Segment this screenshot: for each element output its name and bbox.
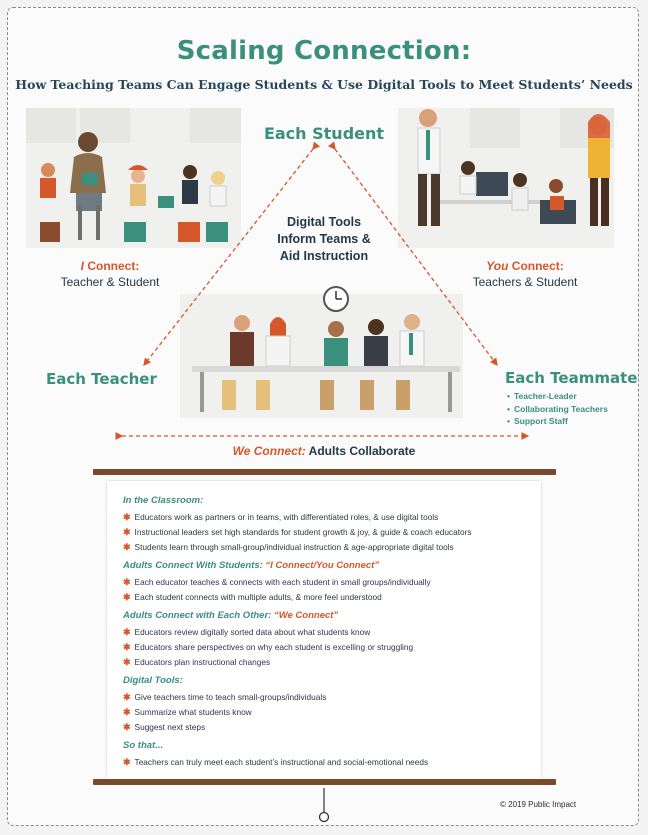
role-item: • Collaborating Teachers — [507, 403, 608, 416]
asterisk-icon: ✱ — [123, 527, 131, 537]
section-heading: So that... — [123, 740, 164, 751]
you-connect-label: You Connect: Teachers & Student — [472, 259, 578, 289]
asterisk-icon: ✱ — [123, 542, 131, 552]
digital-tools-center-label: Digital Tools Inform Teams & Aid Instruction — [277, 215, 371, 263]
list-item: ✱ Instructional leaders set high standards for student growth & joy, & guide & coach educators — [123, 527, 472, 537]
copyright-notice: © 2019 Public Impact — [500, 800, 577, 809]
board-content — [123, 490, 533, 770]
list-item: ✱ Each student connects with multiple adults, & more feel understood — [123, 592, 382, 602]
list-item: ✱ Summarize what students know — [123, 707, 252, 717]
list-item: ✱ Teachers can truly meet each student’s instructional and social-emotional needs — [123, 757, 429, 767]
list-item: ✱ Each educator teaches & connects with each student in small groups/individually — [123, 577, 431, 587]
page-title: Scaling Connection: — [176, 36, 472, 66]
section-heading: Adults Connect With Students: “I Connect/You Connect” — [123, 560, 380, 571]
page-subtitle: How Teaching Teams Can Engage Students & Use Digital Tools to Meet Students’ Needs — [15, 77, 633, 92]
board-bottom-bar — [93, 779, 556, 785]
board-top-bar — [93, 469, 556, 475]
pull-ring-icon — [320, 813, 329, 822]
list-item: ✱ Give teachers time to teach small-groups/individuals — [123, 692, 327, 702]
asterisk-icon: ✱ — [123, 512, 131, 522]
asterisk-icon: ✱ — [123, 592, 131, 602]
we-connect-label: We Connect: Adults Collaborate — [232, 444, 416, 458]
list-item: ✱ Educators work as partners or in teams, with differentiated roles, & use digital tools — [123, 512, 439, 522]
asterisk-icon: ✱ — [123, 757, 131, 767]
asterisk-icon: ✱ — [123, 692, 131, 702]
asterisk-icon: ✱ — [123, 577, 131, 587]
role-item: • Teacher-Leader — [507, 390, 608, 403]
list-item: ✱ Educators plan instructional changes — [123, 657, 271, 667]
section-heading: Adults Connect with Each Other: “We Connect” — [123, 610, 339, 621]
section-heading: Digital Tools: — [123, 675, 183, 686]
list-item: ✱ Students learn through small-group/individual instruction & age-appropriate digital tools — [123, 542, 454, 552]
role-item: • Support Staff — [507, 415, 608, 428]
label-each-student: Each Student — [263, 124, 385, 143]
i-connect-label: I Connect: Teacher & Student — [60, 259, 160, 289]
list-item: ✱ Suggest next steps — [123, 722, 206, 732]
list-item: ✱ Educators review digitally sorted data about what students know — [123, 627, 371, 637]
asterisk-icon: ✱ — [123, 627, 131, 637]
adults-collaborate-illustration — [180, 287, 463, 418]
asterisk-icon: ✱ — [123, 722, 131, 732]
asterisk-icon: ✱ — [123, 657, 131, 667]
section-heading: In the Classroom: — [123, 495, 204, 506]
label-each-teammate: Each Teammate — [505, 369, 638, 387]
asterisk-icon: ✱ — [123, 707, 131, 717]
teammate-roles-list — [507, 390, 608, 428]
list-item: ✱ Educators share perspectives on why each student is excelling or struggling — [123, 642, 414, 652]
asterisk-icon: ✱ — [123, 642, 131, 652]
label-each-teacher: Each Teacher — [46, 370, 157, 388]
